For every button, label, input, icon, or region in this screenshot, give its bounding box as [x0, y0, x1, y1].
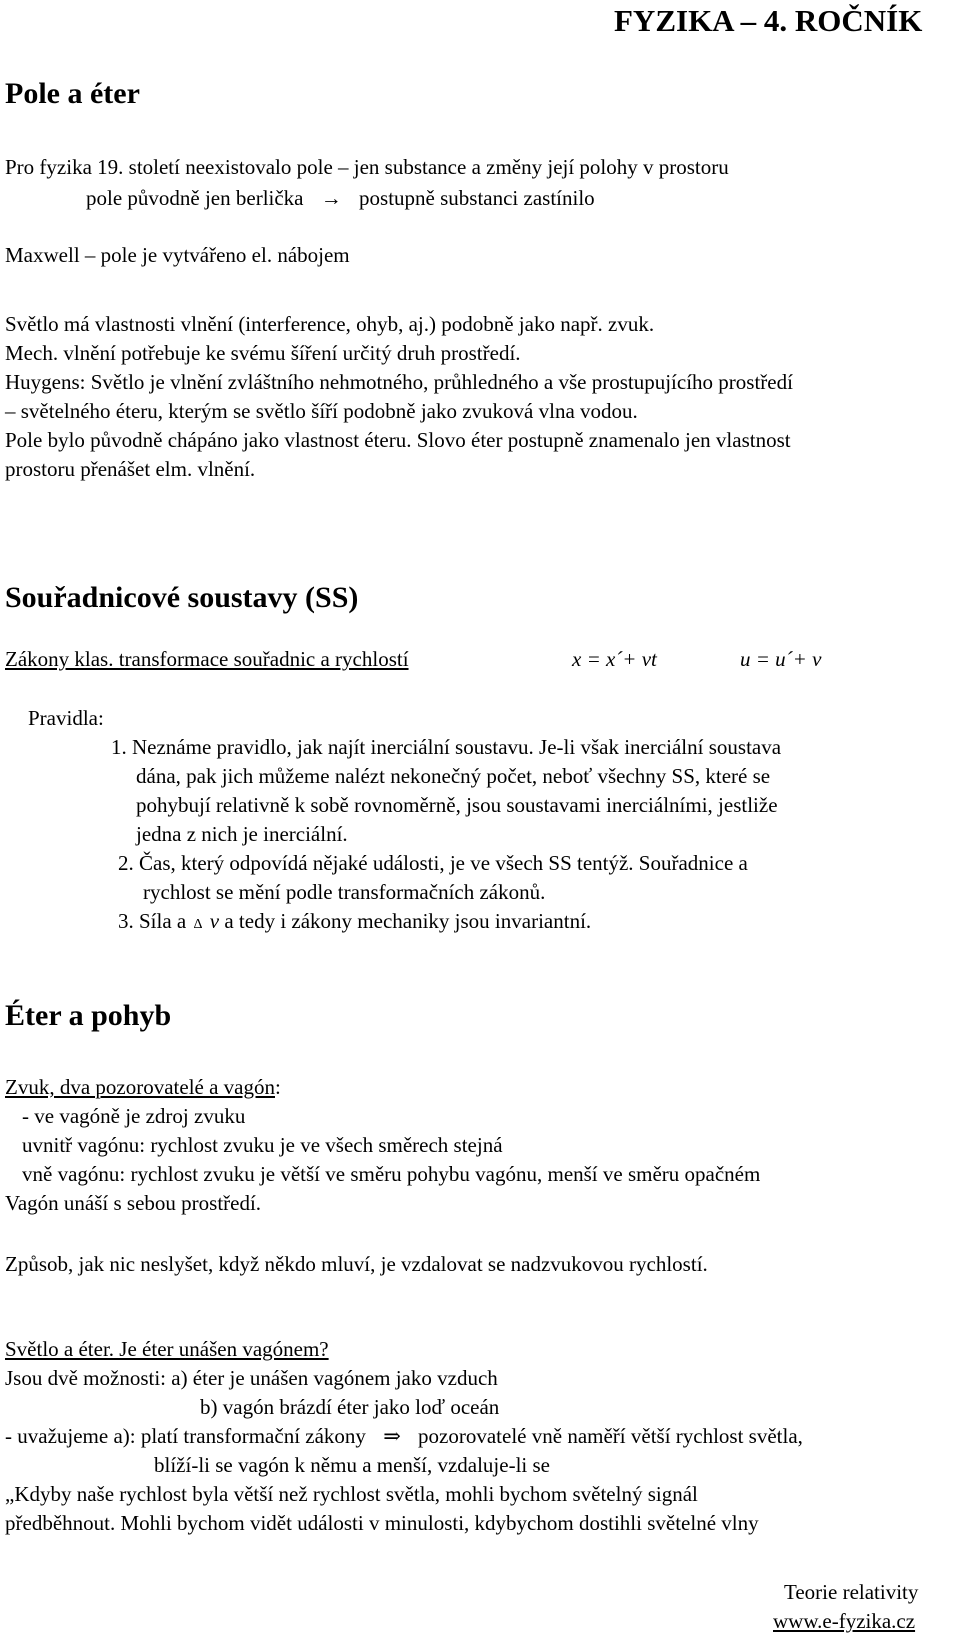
rule-line — [118, 909, 591, 934]
text-line: prostoru přenášet elm. vlnění. — [5, 457, 256, 481]
light-label: Světlo a éter. Je éter unášen vagónem? — [5, 1337, 329, 1361]
section-heading-pole-a-eter: Pole a éter — [5, 77, 140, 110]
text-line: – světelného éteru, kterým se světlo šíří podobně jako zvuková vlna vodou. — [5, 399, 638, 423]
text-fragment: pole původně jen berlička — [86, 186, 304, 210]
text-line: Huygens: Světlo je vlnění zvláštního nehmotného, průhledného a vše prostupujícího prostředí — [5, 370, 793, 394]
sound-label: Zvuk, dva pozorovatelé a vagón — [5, 1075, 275, 1099]
footer-topic: Teorie relativity — [784, 1580, 919, 1604]
section-heading-eter-a-pohyb: Éter a pohyb — [5, 999, 172, 1032]
right-arrow-icon: → — [320, 186, 342, 210]
text-fragment: - uvažujeme a): platí transformační zákony — [5, 1424, 366, 1448]
text-line: „Kdyby naše rychlost byla větší než rychlost světla, mohli bychom světelný signál — [5, 1482, 698, 1506]
text-line: Vagón unáší s sebou prostředí. — [5, 1191, 262, 1215]
rule-line: jedna z nich je inerciální. — [136, 822, 348, 846]
text-line: Pro fyzika 19. století neexistovalo pole – jen substance a změny její polohy v prostoru — [5, 155, 729, 179]
text-line: Pole bylo původně chápáno jako vlastnost éteru. Slovo éter postupně znamenalo jen vlastnost — [5, 428, 791, 452]
text-fragment: 3. Síla a — [118, 909, 187, 933]
rule-line: dána, pak jich můžeme nalézt nekonečný počet, neboť všechny SS, které se — [136, 764, 771, 788]
page-header-title: FYZIKA – 4. ROČNÍK — [614, 3, 923, 38]
implies-arrow-icon: ⇒ — [383, 1424, 401, 1448]
text-line: předběhnout. Mohli bychom vidět události v minulosti, kdybychom dostihli světelné vlny — [5, 1511, 759, 1535]
text-line: - ve vagóně je zdroj zvuku — [22, 1104, 246, 1128]
rule-line: rychlost se mění podle transformačních zákonů. — [143, 880, 546, 904]
delta-icon: Δ — [193, 917, 203, 932]
formula-u: u = u´+ v — [740, 647, 822, 671]
formula-x: x = x´+ vt — [572, 647, 657, 671]
text-line — [5, 1075, 281, 1100]
text-line: vně vagónu: rychlost zvuku je větší ve směru pohybu vagónu, menší ve směru opačném — [22, 1162, 761, 1186]
rules-label: Pravidla: — [28, 706, 104, 730]
text-fragment: : — [275, 1075, 281, 1099]
footer-site-link[interactable]: www.e-fyzika.cz — [773, 1609, 916, 1633]
rule-line: 2. Čas, který odpovídá nějaké události, je ve všech SS tentýž. Souřadnice a — [118, 851, 748, 875]
text-fragment: postupně substanci zastínilo — [359, 186, 595, 210]
laws-label: Zákony klas. transformace souřadnic a rychlostí — [5, 647, 409, 671]
rule-line: 1. Neznáme pravidlo, jak najít inerciální soustavu. Je-li však inerciální soustava — [111, 735, 782, 759]
text-fragment: a tedy i zákony mechaniky jsou invariantní. — [224, 909, 592, 933]
text-line: Mech. vlnění potřebuje ke svému šíření určitý druh prostředí. — [5, 341, 521, 365]
text-line — [86, 186, 595, 211]
text-line — [5, 1424, 803, 1449]
text-line: Způsob, jak nic neslyšet, když někdo mluví, je vzdalovat se nadzvukovou rychlostí. — [5, 1252, 708, 1276]
text-line: blíží-li se vagón k němu a menší, vzdaluje-li se — [154, 1453, 550, 1477]
text-fragment: v — [209, 909, 220, 933]
text-line: Maxwell – pole je vytvářeno el. nábojem — [5, 243, 350, 267]
text-line: Světlo má vlastnosti vlnění (interference, ohyb, aj.) podobně jako např. zvuk. — [5, 312, 655, 336]
rule-line: pohybují relativně k sobě rovnoměrně, jsou soustavami inerciálními, jestliže — [136, 793, 778, 817]
text-fragment: pozorovatelé vně naměří větší rychlost světla, — [418, 1424, 803, 1448]
text-line: uvnitř vagónu: rychlost zvuku je ve všech směrech stejná — [22, 1133, 503, 1157]
section-heading-souradnicove-soustavy: Souřadnicové soustavy (SS) — [5, 581, 359, 614]
text-line: Jsou dvě možnosti: a) éter je unášen vagónem jako vzduch — [5, 1366, 498, 1390]
text-line: b) vagón brázdí éter jako loď oceán — [200, 1395, 500, 1419]
